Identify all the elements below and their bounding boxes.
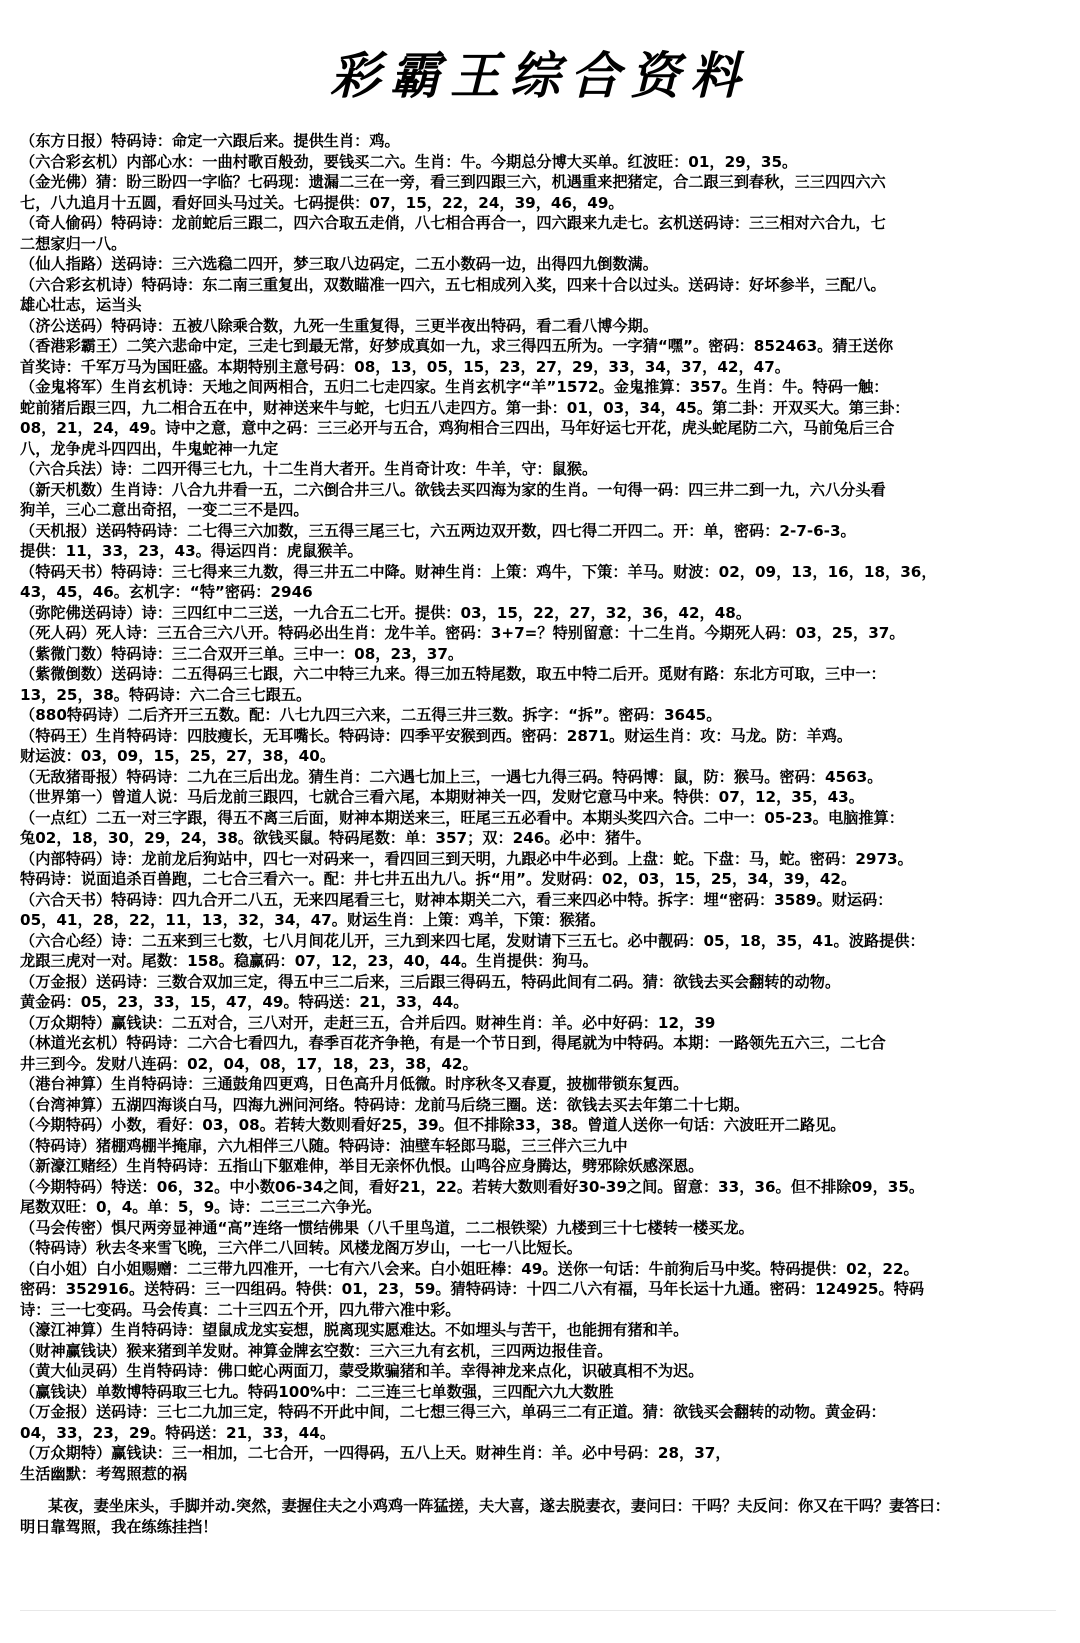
text-line: （濠江神算）生肖特码诗：望鼠成龙实妄想，脱离现实愿难达。不如埋头与苦干，也能拥有猪和羊。 [20,1321,689,1339]
forecast-text-block [20,131,1056,1484]
text-line: 生活幽默：考驾照惹的祸 [20,1464,188,1483]
text-line: （新天机数）生肖诗：八合九井看一五，二六倒合井三八。欲钱去买四海为家的生肖。一句得一码：四三井二到一九，六八分头看 [20,480,886,499]
text-line: （林道光玄机）特码诗：二六合七看四九，春季百花齐争艳，有是一个节日到，得尾就为中特码。本期：一路领先五六三，二七合 [20,1034,886,1052]
text-line: 狗羊，三心二意出奇招，一变二三不是四。 [20,501,309,519]
text-line: （奇人偷码）特码诗：龙前蛇后三跟二，四六合取五走俏，八七相合再合一，四六跟来九走七。玄机送码诗：三三相对六合九，七 [20,214,886,232]
text-line: （黄大仙灵码）生肖特码诗：佛口蛇心两面刀，蒙受欺骗猪和羊。幸得神龙来点化，识破真相不为迟。 [20,1362,704,1380]
text-line: （六合彩玄机诗）特码诗：东二南三重复出，双数瞄准一四六，五七相成列入奖，四来十合以过头。送码诗：好坏参半，三配八。 [20,275,886,294]
text-line: （今期特码）特送：06，32。中小数06-34之间，看好21，22。若转大数则看好30-39之间。留意：33，36。但不排除09，35。 [20,1177,925,1196]
text-line: （台湾神算）五湖四海谈白马，四海九洲问河络。特码诗：龙前马后绕三圈。送：欲钱去买去年第二十七期。 [20,1095,749,1114]
page-title: 彩霸王综合资料 [330,46,750,105]
text-line: （内部特码）诗：龙前龙后狗站中，四七一对码来一，看四回三到天明，九跟必中牛必到。上盘：蛇。下盘：马，蛇。密码：2973。 [20,849,913,868]
text-line: 蛇前猪后跟三四，九二相合五在中，财神送来牛与蛇，七归五八走四方。第一卦：01，03，34，45。第二卦：开双买大。第三卦： [20,398,910,417]
text-line: 04，33，23，29。特码送：21，33，44。 [20,1423,336,1442]
text-line: （财神赢钱诀）猴来猪到羊发财。神算金牌玄空数：三六三九有玄机，三四两边报佳音。 [20,1341,613,1360]
text-line: 密码：352916。送特码：三一四组码。特供：01，23，59。猜特码诗：十四二八六有福，马年长运十九通。密码：124925。特码 [20,1280,925,1298]
text-line: （六合彩玄机）内部心水：一曲村歌百般劲，要钱买二六。生肖：牛。今期总分博大买单。红波旺：01，29，35。 [20,152,798,171]
text-line: （马会传密）惧尺两旁显神通“高”连络一惯结佛果（八千里鸟道，二二根铁梁）九楼到三十七楼转一楼买龙。 [20,1218,754,1237]
text-line: （新濠江赌经）生肖特码诗：五指山下躯难伸，举目无亲怀仇恨。山鸣谷应身腾达，劈邪除妖感深恩。 [20,1157,704,1175]
text-line: （世界第一）曾道人说：马后龙前三跟四，七就合三看六尾，本期财神关一四，发财它意马中来。特供：07，12，35，43。 [20,788,864,806]
text-line: （特码王）生肖特码诗：四肢瘦长，无耳嘴长。特码诗：四季平安猴到西。密码：2871。财运生肖：攻：马龙。防：羊鸡。 [20,726,853,745]
text-line: （今期特码）小数，看好：03，08。若转大数则看好25，39。但不排除33，38。曾道人送你一句话：六波旺开二路见。 [20,1116,846,1134]
text-line: 八，龙争虎斗四四出，牛鬼蛇神一九定 [20,439,279,458]
text-line: （紫微倒数）送码诗：二五得码三七跟，六二中特三九来。得三加五特尾数，取五中特二后开。觅财有路：东北方可取，三中一： [20,665,886,683]
text-line: （紫微门数）特码诗：三二合双开三单。三中一：08，23，37。 [20,644,464,663]
text-line: （万众期特）赢钱诀：二五对合，三八对开，走赶三五，合并后四。财神生肖：羊。必中好码：12，39 [20,1013,716,1032]
text-line: （万金报）送码诗：三数合双加三定，得五中三二后来，三后跟三得码五，特码此间有二码。猜：欲钱去买会翻转的动物。 [20,972,841,991]
text-line: 龙跟三虎对一对。尾数：158。稳赢码：07，12，23，40，44。生肖提供：狗马。 [20,952,598,970]
story-line: 明日靠驾照，我在练练挂挡！ [20,1518,218,1536]
text-line: （特码诗）猪棚鸡棚半掩扉，六九相伴三八随。特码诗：油壁车轻郎马聪，三三伴六三九中 [20,1136,628,1155]
text-line: （赢钱诀）单数博特码取三七九。特码100%中：二三连三七单数强，三四配六九大数胜 [20,1382,614,1401]
text-line: 黄金码：05，23，33，15，47，49。特码送：21，33，44。 [20,993,469,1011]
text-line: （特码诗）秋去冬来雪飞晚，三六伴二八回转。风楼龙阁万岁山，一七一八比短长。 [20,1239,582,1257]
text-line: 首奖诗：千军万马为国旺盛。本期特别主意号码：08，13，05，15，23，27，29，33，34，37，42，47。 [20,357,790,376]
text-line: （六合兵法）诗：二四开得三七九，十二生肖大者开。生肖奇计攻：牛羊，守：鼠猴。 [20,460,598,478]
text-line: 七，八九追月十五圆，看好回头马过关。七码提供：07，15，22，24，39，46，49。 [20,193,624,212]
text-line: 尾数双旺：0，4。单：5，9。诗：二三三二六争光。 [20,1198,382,1216]
text-line: 兔02，18，30，29，24，38。欲钱买鼠。特码尾数：单：357；双：246。必中：猪牛。 [20,829,651,847]
text-line: （无敌猪哥报）特码诗：二九在三后出龙。猜生肖：二六遇七加上三，一遇七九得三码。特码博：鼠，防：猴马。密码：4563。 [20,767,883,786]
text-line: （白小姐）白小姐赐赠：二三带九四准开，一七有六八会来。白小姐旺棒：49。送你一句话：牛前狗后马中奖。特码提供：02，22。 [20,1259,919,1278]
text-line: （死人码）死人诗：三五合三六八开。特码必出生肖：龙牛羊。密码：3+7=？特别留意：十二生肖。今期死人码：03，25，37。 [20,624,905,642]
text-line: （六合天书）特码诗：四九合开二八五，无来四尾看三七，财神本期关二六，看三来四必中特。拆字：埋“密码：3589。财运码： [20,890,893,909]
text-line: （880特码诗）二后齐开三五数。配：八七九四三六来，二五得三井三数。拆字：“拆”。密码：3645。 [20,706,722,724]
text-line: 诗：三一七变码。马会传真：二十三四五个开，四九带六准中彩。 [20,1300,461,1319]
text-line: 二想家归一八。 [20,234,127,253]
text-line: 提供：11，33，23，43。得运四肖：虎鼠猴羊。 [20,542,363,560]
text-line: （万众期特）赢钱诀：三一相加，二七合开，一四得码，五八上天。财神生肖：羊。必中号码：28，37， [20,1444,731,1462]
text-line: （弥陀佛送码诗）诗：三四红中二三送，一九合五二七开。提供：03，15，22，27，32，36，42，48。 [20,603,752,622]
text-line: （金光佛）猜：盼三盼四一字临？七码现：遗漏二三在一旁，看三到四跟三六，机遇重来把猪定，合二跟三到春秋，三三四四六六 [20,173,886,191]
text-line: 05，41，28，22，11，13，32，34，47。财运生肖：上策：鸡羊，下策：猴猪。 [20,911,606,929]
text-line: （东方日报）特码诗：命定一六跟后来。提供生肖：鸡。 [20,132,400,150]
text-line: （仙人指路）送码诗：三六选稳二四开，梦三取八边码定，二五小数码一边，出得四九倒数满。 [20,255,658,273]
text-line: （金鬼将军）生肖玄机诗：天地之间两相合，五归二七走四家。生肖玄机字“羊”1572。金鬼推算：357。生肖：牛。特码一触： [20,378,889,396]
text-line: （香港彩霸王）二笑六悲命中定，三走七到最无常，好梦成真如一九，求三得四五所为。一字猜“嘿”。密码：852463。猜王送你 [20,337,894,355]
text-line: 雄心壮志，运当头 [20,296,142,314]
divider [20,1610,1056,1611]
text-line: 13，25，38。特码诗：六二合三七跟五。 [20,685,312,704]
text-line: 43，45，46。玄机字：“特”密码：2946 [20,583,313,601]
text-line: （特码天书）特码诗：三七得来三九数，得三井五二中降。财神生肖：上策：鸡牛，下策：羊马。财波：02，09，13，16，18，36， [20,562,937,581]
text-line: 08，21，24，49。诗中之意，意中之码：三三必开与五合，鸡狗相合三四出，马年好运七开花，虎头蛇尾防二六，马前兔后三合 [20,419,895,437]
humor-story [20,1496,1056,1538]
text-line: 特码诗：说面追杀百兽跑，二七合三看六一。配：井七井五出九八。拆“用”。发财码：02，03，15，25，34，39，42。 [20,870,857,888]
text-line: （港台神算）生肖特码诗：三通鼓角四更鸡，日色高升月低微。时序秋冬又春夏，披枷带锁东复西。 [20,1075,689,1093]
text-line: 财运波：03，09，15，25，27，38，40。 [20,747,336,765]
story-line: 某夜，妻坐床头，手脚并动.突然，妻握住夫之小鸡鸡一阵猛搓，夫大喜，遂去脱妻衣，妻问曰：干吗？夫反问：你又在干吗？妻答曰： [48,1497,950,1515]
text-line: （济公送码）特码诗：五被八除乘合数，九死一生重复得，三更半夜出特码，看二看八博今期。 [20,316,658,335]
text-line: （万金报）送码诗：三七二九加三定，特码不开此中间，二七想三得三六，单码三二有正道。猜：欲钱买会翻转的动物。黄金码： [20,1403,886,1421]
text-line: 井三到今。发财八连码：02，04，08，17，18，23，38，42。 [20,1054,478,1073]
text-line: （天机报）送码特码诗：二七得三六加数，三五得三尾三七，六五两边双开数，四七得二开四二。开：单，密码：2-7-6-3。 [20,521,856,540]
text-line: （一点红）二五一对三字跟，得五不离三后面，财神本期送来三，旺尾三五必看中。本期头奖四六合。二中一：05-23。电脑推算： [20,808,904,827]
text-line: （六合心经）诗：二五来到三七数，七八月间花儿开，三九到来四七尾，发财请下三五七。必中靓码：05，18，35，41。波路提供： [20,931,925,950]
